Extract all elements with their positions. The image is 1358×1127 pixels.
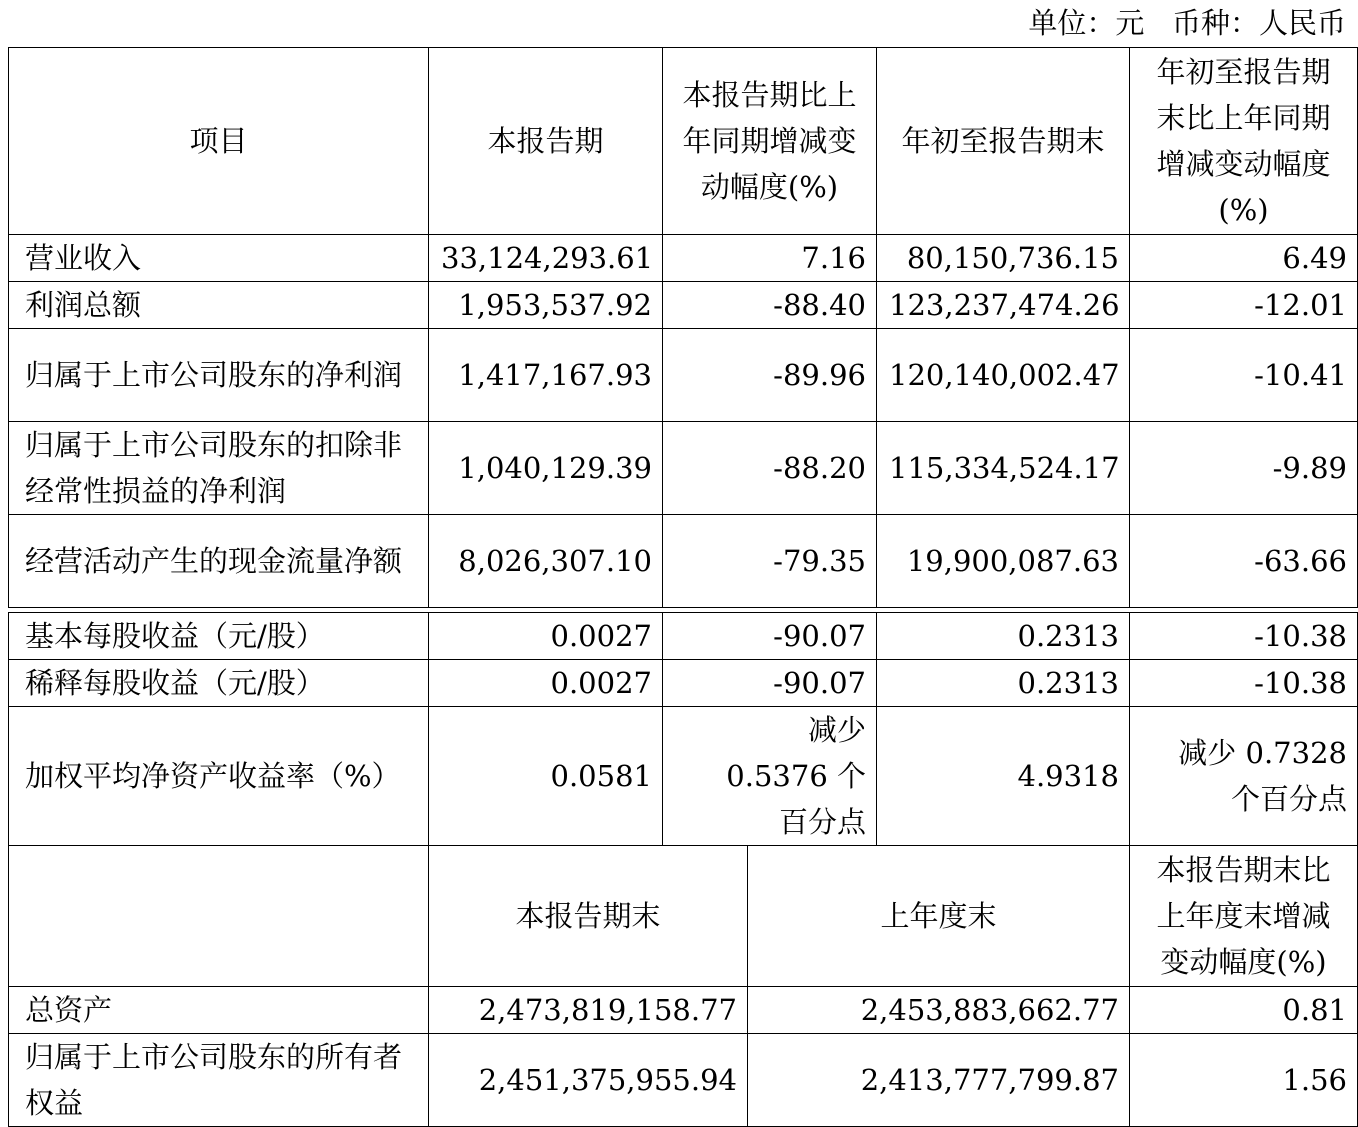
cell-current-change: -89.96 (663, 329, 877, 422)
row-label: 总资产 (9, 987, 429, 1034)
cell-current-change: -90.07 (663, 660, 877, 707)
table-row (9, 515, 1358, 608)
row-label: 基本每股收益（元/股） (9, 613, 429, 660)
row-label: 归属于上市公司股东的所有者权益 (9, 1034, 429, 1127)
row-label: 利润总额 (9, 282, 429, 329)
financial-data-table (8, 47, 1358, 1127)
row-label: 归属于上市公司股东的净利润 (9, 329, 429, 422)
table-row (9, 613, 1358, 660)
table-row (9, 987, 1358, 1034)
cell-ytd: 19,900,087.63 (877, 515, 1130, 608)
header2-change: 本报告期末比上年度末增减变动幅度(%) (1130, 846, 1358, 987)
cell-ytd: 0.2313 (877, 660, 1130, 707)
cell-ytd-change: 6.49 (1130, 235, 1358, 282)
cell-change: 0.81 (1130, 987, 1358, 1034)
cell-current-change: 减少 0.5376 个百分点 (663, 707, 877, 846)
cell-ytd-change: -9.89 (1130, 422, 1358, 515)
cell-current: 1,953,537.92 (429, 282, 663, 329)
cell-prior-year-end: 2,413,777,799.87 (748, 1034, 1130, 1127)
header-current-change: 本报告期比上年同期增减变动幅度(%) (663, 48, 877, 235)
cell-current-change: -88.20 (663, 422, 877, 515)
cell-ytd: 0.2313 (877, 613, 1130, 660)
cell-current-change: -79.35 (663, 515, 877, 608)
table-row (9, 235, 1358, 282)
cell-ytd-change: -10.41 (1130, 329, 1358, 422)
cell-current: 8,026,307.10 (429, 515, 663, 608)
cell-current-change: 7.16 (663, 235, 877, 282)
header-ytd: 年初至报告期末 (877, 48, 1130, 235)
row-label: 归属于上市公司股东的扣除非经常性损益的净利润 (9, 422, 429, 515)
cell-prior-year-end: 2,453,883,662.77 (748, 987, 1130, 1034)
table-row (9, 660, 1358, 707)
cell-ytd: 80,150,736.15 (877, 235, 1130, 282)
cell-current: 0.0027 (429, 613, 663, 660)
table-header-row (9, 48, 1358, 235)
header-current-period: 本报告期 (429, 48, 663, 235)
cell-current: 0.0027 (429, 660, 663, 707)
table-row (9, 707, 1358, 846)
row-label: 加权平均净资产收益率（%） (9, 707, 429, 846)
header2-period-end: 本报告期末 (429, 846, 748, 987)
cell-current-change: -90.07 (663, 613, 877, 660)
cell-period-end: 2,473,819,158.77 (429, 987, 748, 1034)
table-header-row-2 (9, 846, 1358, 987)
cell-ytd: 120,140,002.47 (877, 329, 1130, 422)
cell-period-end: 2,451,375,955.94 (429, 1034, 748, 1127)
cell-ytd: 123,237,474.26 (877, 282, 1130, 329)
cell-current-change: -88.40 (663, 282, 877, 329)
cell-current: 33,124,293.61 (429, 235, 663, 282)
cell-ytd-change: -10.38 (1130, 613, 1358, 660)
cell-current: 1,417,167.93 (429, 329, 663, 422)
table-row (9, 329, 1358, 422)
table-row (9, 1034, 1358, 1127)
header-item: 项目 (9, 48, 429, 235)
financial-data-table-container (8, 47, 1357, 1127)
cell-ytd-change: -12.01 (1130, 282, 1358, 329)
row-label: 营业收入 (9, 235, 429, 282)
cell-ytd-change: -63.66 (1130, 515, 1358, 608)
cell-ytd: 4.9318 (877, 707, 1130, 846)
row-label: 稀释每股收益（元/股） (9, 660, 429, 707)
cell-ytd: 115,334,524.17 (877, 422, 1130, 515)
cell-change: 1.56 (1130, 1034, 1358, 1127)
table-row (9, 282, 1358, 329)
table-row (9, 422, 1358, 515)
header-ytd-change: 年初至报告期末比上年同期增减变动幅度(%) (1130, 48, 1358, 235)
unit-currency-note: 单位：元 币种：人民币 (1028, 6, 1346, 40)
header2-prior-year-end: 上年度末 (748, 846, 1130, 987)
cell-ytd-change: -10.38 (1130, 660, 1358, 707)
header2-empty (9, 846, 429, 987)
row-label: 经营活动产生的现金流量净额 (9, 515, 429, 608)
cell-ytd-change: 减少 0.7328 个百分点 (1130, 707, 1358, 846)
cell-current: 1,040,129.39 (429, 422, 663, 515)
cell-current: 0.0581 (429, 707, 663, 846)
